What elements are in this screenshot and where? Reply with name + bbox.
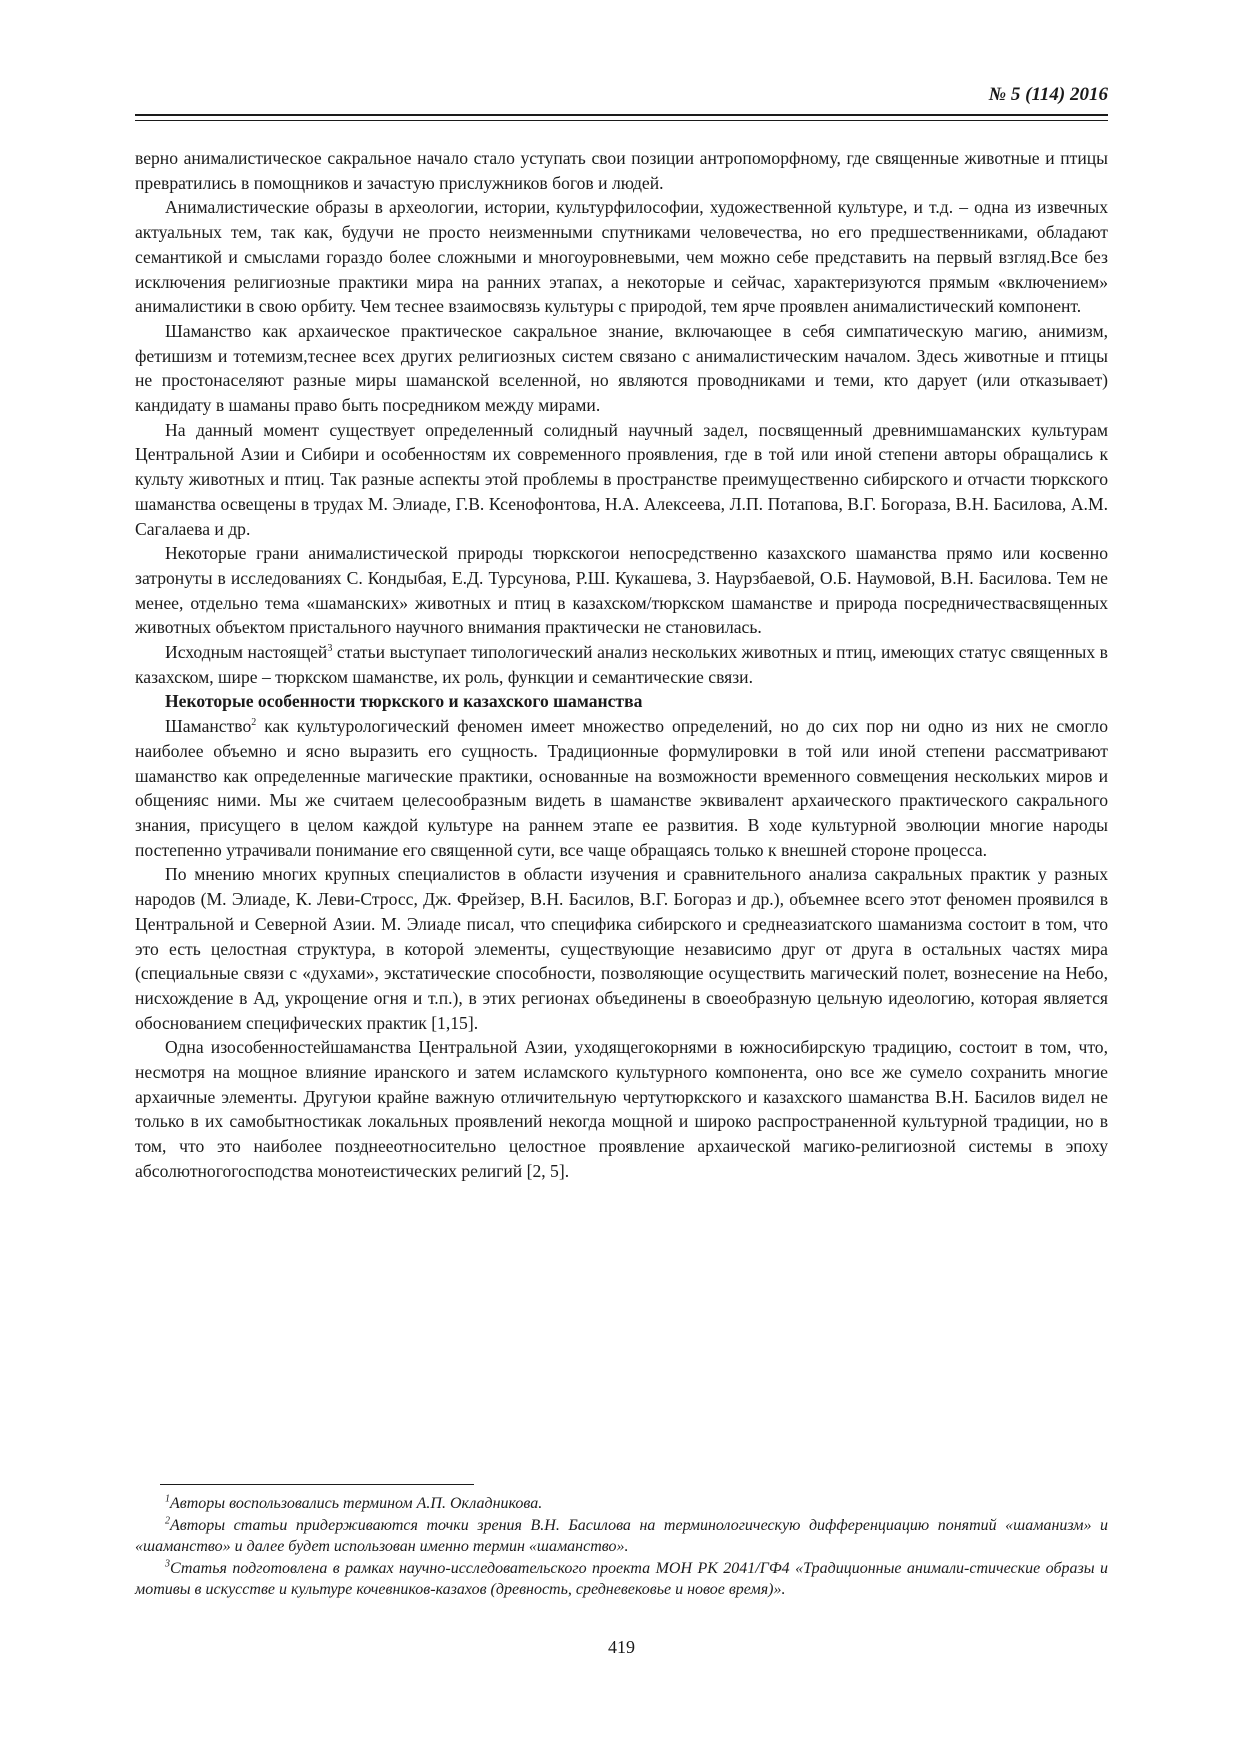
section-heading: Некоторые особенности тюркского и казахского шаманства — [165, 691, 643, 712]
footnotes — [135, 1493, 1108, 1601]
paragraph: Шаманство как архаическое практическое сакральное знание, включающее в себя симпатическую магию, анимизм, фетишизм и тотемизм,теснее всех других религиозных систем связано с анималистическим началом. Здесь животные и птицы не простонаселяют разные миры шаманской вселенной, но являются проводниками и теми, кто дарует (или отказывает) кандидату в шаманы право быть посредником между мирами. — [135, 320, 1108, 416]
footnote-number: 1 — [165, 1493, 170, 1505]
footnote-separator — [160, 1484, 474, 1485]
paragraph-text: Шаманство — [165, 716, 252, 737]
header-rule-thick — [135, 114, 1108, 116]
footnote-text: Авторы воспользовались термином А.П. Окладникова. — [170, 1495, 543, 1512]
footnote — [135, 1558, 1108, 1601]
footnote — [135, 1493, 1108, 1515]
paragraph: Анималистические образы в археологии, истории, культурфилософии, художественной культуре, и т.д. – одна из извечных актуальных тем, так как, будучи не просто неизменными спутниками человечества, но его предшественниками, обладают семантикой и смыслами гораздо более сложными и многоуровневыми, чем можно себе представить на первый взгляд.Все без исключения религиозные практики мира на ранних этапах, а некоторые и сейчас, характеризуются прямым «включением» анималистики в свою орбиту. Чем теснее взаимосвязь культуры с природой, тем ярче проявлен анималистический компонент. — [135, 197, 1108, 317]
paragraph: верно анималистическое сакральное начало стало уступать свои позиции антропоморфному, где священные животные и птицы превратились в помощников и зачастую прислужников богов и людей. — [135, 148, 1108, 193]
paragraph: На данный момент существует определенный солидный научный задел, посвященный древнимшаманских культурам Центральной Азии и Сибири и особенностям их современного проявления, где в той или иной степени авторы обращались к культу животных и птиц. Так разные аспекты этой проблемы в пространстве преимущественно сибирского и отчасти тюркского шаманства освещены в трудах М. Элиаде, Г.В. Ксенофонтова, Н.А. Алексеева, Л.П. Потапова, В.Г. Богораза, В.Н. Басилова, А.М. Сагалаева и др. — [135, 419, 1108, 539]
paragraph — [135, 640, 1108, 689]
footnote-number: 3 — [165, 1558, 170, 1570]
paragraph — [135, 714, 1108, 862]
footnote-number: 2 — [165, 1515, 170, 1527]
footnote-text: Статья подготовлена в рамках научно-исследовательского проекта МОН РК 2041/ГФ4 «Традиционные анимали-стические образы и мотивы в искусстве и культуре кочевников-казахов (древность, средневековье и новое время)». — [135, 1559, 1108, 1598]
issue-header: № 5 (114) 2016 — [988, 84, 1108, 105]
footnote-ref: 3 — [327, 643, 333, 655]
article-body — [135, 146, 1108, 1184]
header-rule-thin — [135, 120, 1108, 121]
paragraph: Некоторые грани анималистической природы тюркскогои непосредственно казахского шаманства прямо или косвенно затронуты в исследованиях С. Кондыбая, Е.Д. Турсунова, Р.Ш. Кукашева, З. Наурзбаевой, О.Б. Наумовой, В.Н. Басилова. Тем не менее, отдельно тема «шаманских» животных и птиц в казахском/тюркском шаманстве и природа посредничествасвященных животных объектом пристального научного внимания практически не становилась. — [135, 543, 1108, 638]
paragraph-text: статьи выступает типологический анализ нескольких животных и птиц, имеющих статус священных в казахском, шире – тюркском шаманстве, их роль, функции и семантические связи. — [135, 642, 1108, 687]
footnote — [135, 1515, 1108, 1558]
footnote-ref: 2 — [251, 717, 257, 729]
paragraph: Одна изособенностейшаманства Центральной Азии, уходящегокорнями в южносибирскую традицию, состоит в том, что, несмотря на мощное влияние иранского и затем исламского культурного компонента, оно все же сумело сохранить многие архаичные элементы. Другуюи крайне важную отличительную чертутюркского и казахского шаманства В.Н. Басилов видел не только в их самобытностикак локальных проявлений некогда мощной и широко распространенной культурной традиции, но в том, что это наиболее позднееотносительно целостное проявление архаической магико-религиозной системы в эпоху абсолютногогосподства монотеистических религий [2, 5]. — [135, 1037, 1108, 1181]
paragraph-text: Исходным настоящей — [165, 642, 328, 663]
page-number: 419 — [608, 1637, 635, 1657]
footnote-text: Авторы статьи придерживаются точки зрения В.Н. Басилова на терминологическую дифференциацию понятий «шаманизм» и «шаманство» и далее будет использован именно термин «шаманство». — [135, 1516, 1108, 1555]
paragraph-text: как культурологический феномен имеет множество определений, но до сих пор ни одно из них не смогло наиболее объемно и ясно выразить его сущность. Традиционные формулировки в той или иной степени рассматривают шаманство как определенные магические практики, основанные на возможности временного совмещения нескольких миров и общенияс ними. Мы же считаем целесообразным видеть в шаманстве эквивалент архаического практического сакрального знания, присущего в целом каждой культуре на раннем этапе ее развития. В ходе культурной эволюции многие народы постепенно утрачивали понимание его священной сути, все чаще обращаясь только к внешней стороне процесса. — [135, 716, 1108, 860]
paragraph: По мнению многих крупных специалистов в области изучения и сравнительного анализа сакральных практик у разных народов (М. Элиаде, К. Леви-Стросс, Дж. Фрейзер, В.Н. Басилов, В.Г. Богораз и др.), объемнее всего этот феномен проявился в Центральной и Северной Азии. М. Элиаде писал, что специфика сибирского и среднеазиатского шаманизма состоит в том, что это есть целостная структура, в которой элементы, существующие независимо друг от друга в остальных частях мира (специальные связи с «духами», экстатические способности, позволяющие осуществить магический полет, вознесение на Небо, нисхождение в Ад, укрощение огня и т.п.), в этих регионах объединены в своеобразную цельную идеологию, которая является обоснованием специфических практик [1,15]. — [135, 864, 1108, 1033]
